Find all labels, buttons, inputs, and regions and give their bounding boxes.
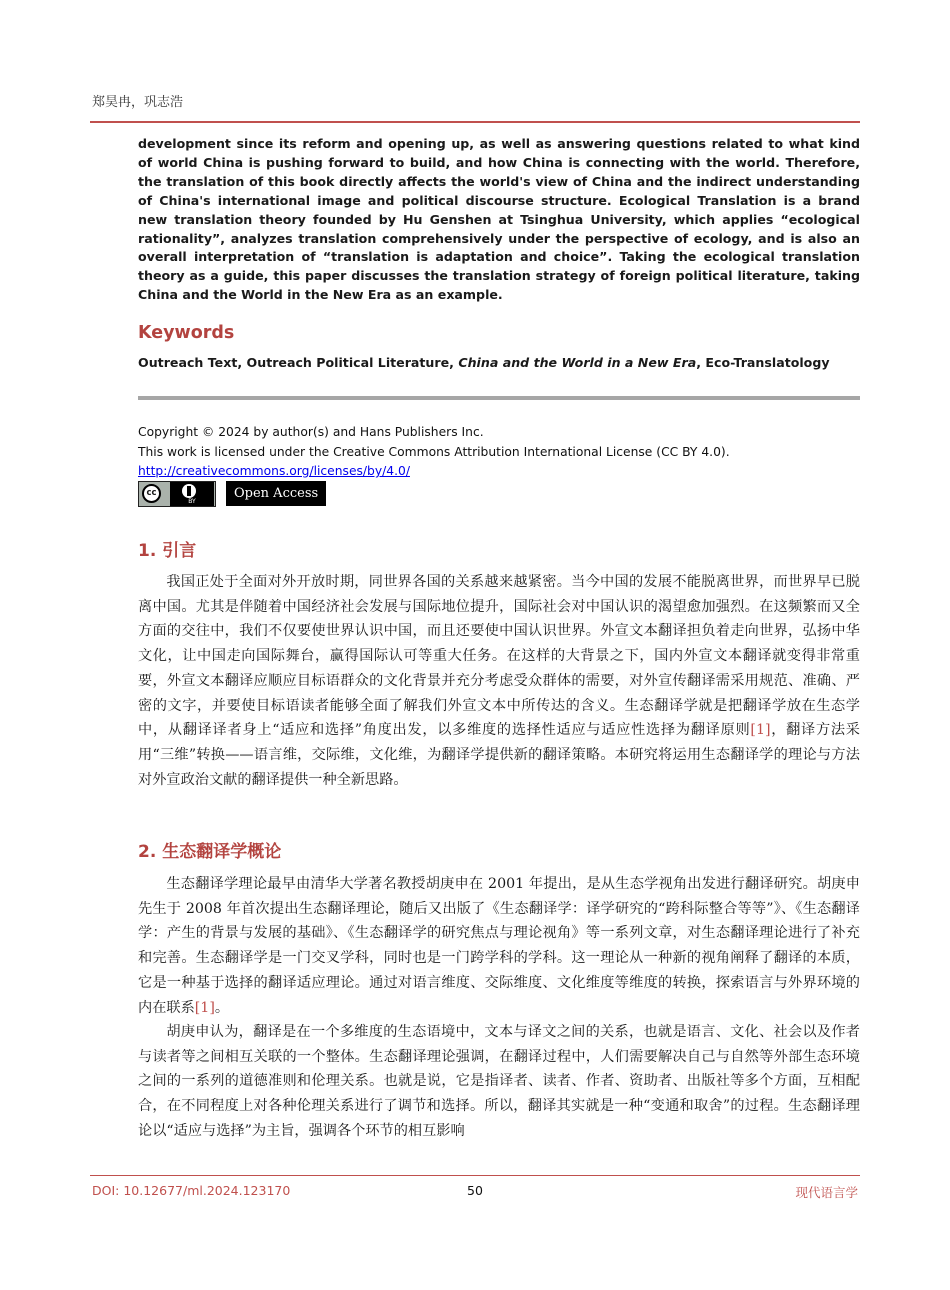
- license-link[interactable]: http://creativecommons.org/licenses/by/4.0/: [138, 464, 410, 478]
- journal-name: 现代语言学: [795, 1185, 858, 1200]
- license-badges: [138, 481, 326, 506]
- by-icon: [170, 482, 214, 506]
- open-access-badge[interactable]: Open Access: [226, 481, 326, 506]
- keywords-list: [138, 355, 860, 370]
- section-2-paragraph-2: 胡庚申认为，翻译是在一个多维度的生态语境中，文本与译文之间的关系，也就是语言、文化、社会以及作者与读者等之间相互关联的一个整体。生态翻译理论强调，在翻译过程中，人们需要解决自己与自然等外部生态环境之间的一系列的道德准则和伦理关系。也就是说，它是指译者、读者、作者、资助者、出版社等多个方面，互相配合，在不同程度上对各种伦理关系进行了调节和选择。所以，翻译其实就是一种“变通和取舍”的过程。生态翻译理论以“适应与选择”为主旨，强调各个环节的相互影响: [138, 1024, 860, 1139]
- section-2-heading: 2. 生态翻译学概论: [138, 842, 282, 862]
- section-1-paragraph: 我国正处于全面对外开放时期，同世界各国的关系越来越紧密。当今中国的发展不能脱离世界，而世界早已脱离中国。尤其是伴随着中国经济社会发展与国际地位提升，国际社会对中国认识的渴望愈加强烈。在这频繁而又全方面的交往中，我们不仅要使世界认识中国，而且还要使中国认识世界。外宣文本翻译担负着走向世界，弘扬中华文化，让中国走向国际舞台，赢得国际认可等重大任务。在这样的大背景之下，国内外宣文本翻译就变得非常重要，外宣文本翻译应顺应目标语群众的文化背景并充分考虑受众群体的需要，对外宣传翻译需采用规范、准确、严密的文字，并要使目标语读者能够全面了解我们外宣文本中所传达的含义。生态翻译学就是把翻译学放在生态学中，从翻译译者身上“适应和选择”角度出发，以多维度的选择性适应与适应性选择为翻译原则[1]，翻译方法采用“三维”转换——语言维，交际维，文化维，为翻译学提供新的翻译策略。本研究将运用生态翻译学的理论与方法对外宣政治文献的翻译提供一种全新思路。: [138, 574, 860, 788]
- abstract-continuation: development since its reform and opening up, as well as answering questions related to what kind of world China is pushing forward to build, and how China is connecting with the world. Therefore, the translation of this book directly affects the world's view of China and the indirect understanding of China's international image and political discourse structure. Ecological Translation is a brand new translation theory founded by Hu Genshen at Tsinghua University, which applies “ecological rationality”, analyzes translation comprehensively under the perspective of ecology, and is also an overall interpretation of “translation is adaptation and choice”. Taking the ecological translation theory as a guide, this paper discusses the translation strategy of foreign political literature, taking China and the World in the New Era as an example.: [138, 136, 860, 303]
- copyright-line: Copyright © 2024 by author(s) and Hans Publishers Inc.: [138, 425, 484, 439]
- cc-icon: cc: [142, 484, 161, 503]
- license-statement: This work is licensed under the Creative Commons Attribution International License (CC BY 4.0).: [138, 444, 730, 459]
- section-1-heading: 1. 引言: [138, 541, 197, 561]
- section-2-paragraph-1: 生态翻译学理论最早由清华大学著名教授胡庚申在 2001 年提出，是从生态学视角出发进行翻译研究。胡庚申先生于 2008 年首次提出生态翻译理论，随后又出版了《生态翻译学：译学研究的“跨科际整合等等”》、《生态翻译学：产生的背景与发展的基础》、《生态翻译学的研究焦点与理论视角》等一系列文章，对生态翻译理论进行了补充和完善。生态翻译学是一门交叉学科，同时也是一门跨学科的学科。这一理论从一种新的视角阐释了翻译的本质，它是一种基于选择的翻译适应理论。通过对语言维度、交际维度、文化维度等维度的转换，探索语言与外界环境的内在联系[1]。: [138, 876, 860, 1016]
- footer-rule: [90, 1175, 860, 1176]
- citation-link[interactable]: [1]: [194, 999, 215, 1016]
- running-header-authors: 郑昊冉，巩志浩: [92, 95, 184, 110]
- section-divider: [138, 396, 860, 400]
- citation-link[interactable]: [1]: [750, 722, 771, 739]
- header-rule: [90, 121, 860, 123]
- cc-by-badge[interactable]: [138, 481, 216, 507]
- license-block: [138, 423, 730, 482]
- keywords-part-2: , Eco-Translatology: [696, 355, 830, 370]
- keywords-heading: Keywords: [138, 323, 235, 343]
- keywords-book-title: China and the World in a New Era: [458, 355, 697, 370]
- by-label: BY: [188, 498, 196, 505]
- page-number: 50: [467, 1183, 483, 1198]
- footer-doi: DOI: 10.12677/ml.2024.123170: [92, 1183, 291, 1198]
- keywords-part-1: Outreach Text, Outreach Political Literature,: [138, 355, 459, 370]
